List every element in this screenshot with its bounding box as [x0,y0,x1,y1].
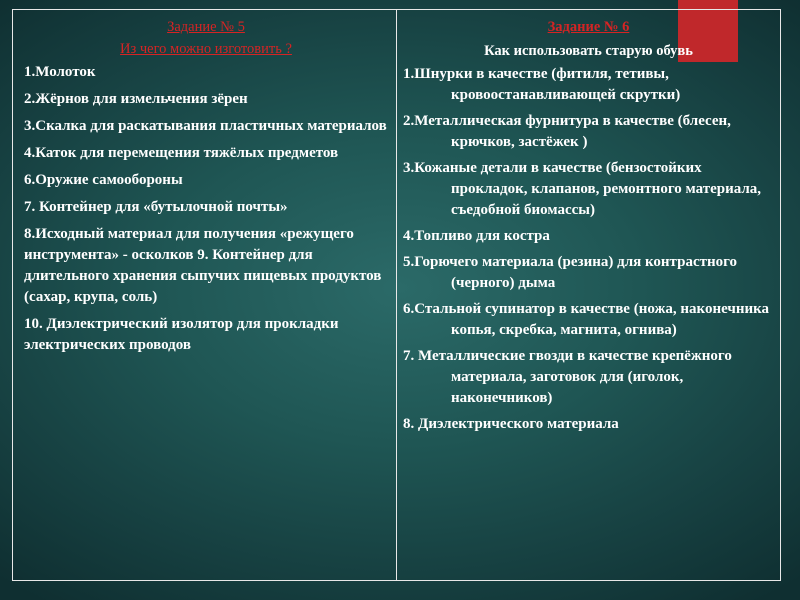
list-item: 8.Исходный материал для получения «режущего инструмента» - осколков 9. Контейнер для длительного хранения сыпучих пищевых продуктов (сахар, крупа, соль) [24,226,382,305]
list-item: 8. Диэлектрического материала [403,416,619,432]
list-item: 7. Контейнер для «бутылочной почты» [24,199,288,215]
task-6-question: Как использовать старую обувь [484,43,693,59]
list-item: 5.Горючего материала (резина) для контрастного (черного) дыма [403,254,738,291]
list-item: 4.Каток для перемещения тяжёлых предметов [24,145,339,161]
task-6-title: Задание № 6 [547,19,630,35]
list-item: 1.Молоток [24,64,96,80]
list-item: 4.Топливо для костра [403,228,550,244]
list-item: 3.Скалка для раскатывания пластичных материалов [24,118,387,134]
list-item: 2.Жёрнов для измельчения зёрен [24,91,248,107]
task-6-column [397,10,780,580]
list-item: 3.Кожаные детали в качестве (бензостойких прокладок, клапанов, ремонтного материала, съедобной биомассы) [403,160,762,218]
tasks-table [12,9,781,581]
list-item: 7. Металлические гвозди в качестве крепёжного материала, заготовок для (иголок, наконечников) [403,348,732,406]
task-5-list [24,62,388,356]
task-5-title: Задание № 5 [167,19,245,35]
list-item: 2.Металлическая фурнитура в качестве (блесен, крючков, застёжек ) [403,113,731,150]
task-5-column [13,10,397,580]
list-item: 10. Диэлектрический изолятор для прокладки электрических проводов [24,316,339,353]
task-6-list [403,64,774,435]
list-item: 6.Оружие самообороны [24,172,183,188]
task-5-question: Из чего можно изготовить ? [120,41,292,57]
list-item: 1.Шнурки в качестве (фитиля, тетивы, кровоостанавливающей скрутки) [403,66,681,103]
list-item: 6.Стальной супинатор в качестве (ножа, наконечника копья, скребка, магнита, огнива) [403,301,770,338]
